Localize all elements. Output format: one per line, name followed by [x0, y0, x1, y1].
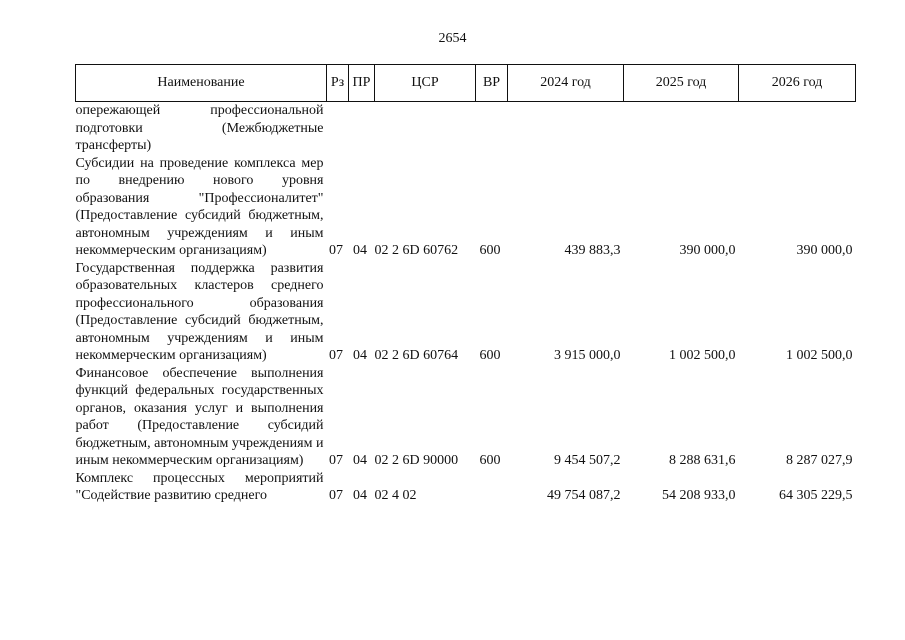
row-2026: 8 287 027,9 — [786, 453, 853, 468]
table-row — [76, 155, 856, 260]
page-number: 2654 — [438, 31, 467, 46]
row-pr: 04 — [353, 348, 367, 363]
row-name: Финансовое обеспечение выполнения функций федеральных государственных органов, оказания услуг и выполнения работ (Предоставление субсидий бюджетным, автономным учреждениям и иным некоммерческим организациям) — [75, 365, 324, 468]
row-csr: 02 4 02 — [374, 488, 417, 503]
row-vr: 600 — [479, 453, 501, 468]
row-2025: 1 002 500,0 — [669, 348, 736, 363]
row-vr — [476, 102, 508, 155]
row-2026: 64 305 229,5 — [779, 488, 853, 503]
row-rz: 07 — [329, 453, 343, 468]
header-2025: 2025 год — [624, 65, 739, 102]
row-vr — [476, 470, 508, 505]
header-2026: 2026 год — [739, 65, 856, 102]
row-2026: 390 000,0 — [796, 243, 853, 258]
row-2024: 9 454 507,2 — [554, 453, 621, 468]
row-name: Комплекс процессных мероприятий "Содействие развитию среднего — [75, 470, 324, 503]
table-row — [76, 260, 856, 365]
row-csr: 02 2 6D 90000 — [374, 453, 459, 468]
row-rz — [327, 102, 349, 155]
row-pr: 04 — [353, 243, 367, 258]
row-vr: 600 — [479, 243, 501, 258]
row-pr: 04 — [353, 488, 367, 503]
row-rz: 07 — [329, 243, 343, 258]
row-vr: 600 — [479, 348, 501, 363]
row-csr: 02 2 6D 60764 — [374, 348, 459, 363]
header-name: Наименование — [76, 65, 327, 102]
header-rz: Рз — [327, 65, 349, 102]
header-pr: ПР — [349, 65, 375, 102]
row-name: Государственная поддержка развития образовательных кластеров среднего профессионального образования (Предоставление субсидий бюджетным, автономным учреждениям и иным некоммерческим организациям) — [75, 260, 324, 363]
table-row — [76, 470, 856, 505]
row-rz: 07 — [329, 488, 343, 503]
row-2025: 54 208 933,0 — [662, 488, 736, 503]
table-row — [76, 365, 856, 470]
row-2024 — [508, 102, 624, 155]
row-2024: 3 915 000,0 — [554, 348, 621, 363]
row-2025: 390 000,0 — [679, 243, 736, 258]
row-2024: 49 754 087,2 — [547, 488, 621, 503]
row-csr: 02 2 6D 60762 — [374, 243, 459, 258]
row-name: опережающей профессиональной подготовки (Межбюджетные трансферты) — [75, 103, 324, 153]
row-name: Субсидии на проведение комплекса мер по внедрению нового уровня образования "Профессионалитет" (Предоставление субсидий бюджетным, автономным учреждениям и иным некоммерческим организациям) — [75, 155, 324, 258]
table-row — [76, 102, 856, 155]
row-2025 — [624, 102, 739, 155]
row-2024: 439 883,3 — [564, 243, 621, 258]
row-pr — [349, 102, 375, 155]
header-vr: ВР — [476, 65, 508, 102]
table-header-row — [76, 65, 856, 102]
row-pr: 04 — [353, 453, 367, 468]
budget-table — [75, 64, 856, 505]
row-2026: 1 002 500,0 — [786, 348, 853, 363]
header-csr: ЦСР — [375, 65, 476, 102]
row-2026 — [739, 102, 856, 155]
row-csr — [375, 102, 476, 155]
row-2025: 8 288 631,6 — [669, 453, 736, 468]
row-rz: 07 — [329, 348, 343, 363]
header-2024: 2024 год — [508, 65, 624, 102]
